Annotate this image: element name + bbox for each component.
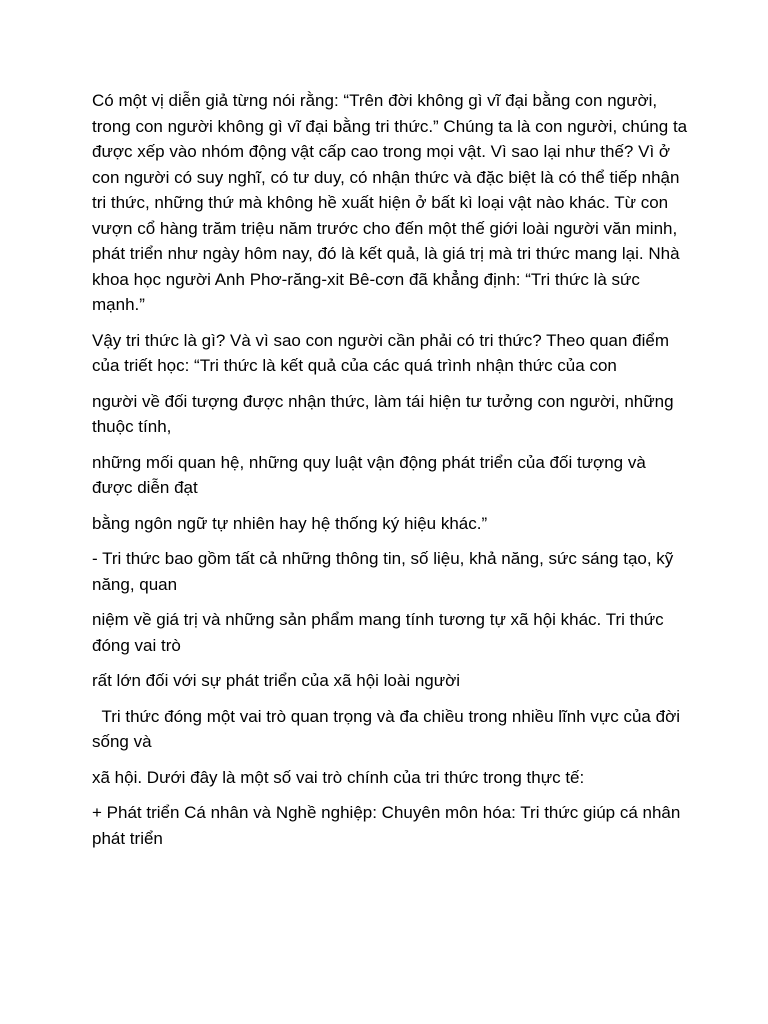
paragraph-role-2: xã hội. Dưới đây là một số vai trò chính của tri thức trong thực tế:: [92, 767, 585, 787]
paragraph-definition-3: bằng ngôn ngữ tự nhiên hay hệ thống ký hiệu khác.”: [92, 513, 488, 533]
paragraph-personal-development: + Phát triển Cá nhân và Nghề nghiệp: Chuyên môn hóa: Tri thức giúp cá nhân phát triển: [92, 803, 681, 848]
paragraph-question: Vậy tri thức là gì? Và vì sao con người cần phải có tri thức? Theo quan điểm của triết học: “Tri thức là kết quả của các quá trình nhận thức của con: [92, 330, 670, 375]
paragraph-scope-3: rất lớn đối với sự phát triển của xã hội loài người: [92, 671, 461, 690]
paragraph-scope-1: - Tri thức bao gồm tất cả những thông tin, số liệu, khả năng, sức sáng tạo, kỹ năng, quan: [92, 549, 674, 594]
paragraph-definition-2: những mối quan hệ, những quy luật vận động phát triển của đối tượng và được diễn đạt: [92, 452, 646, 497]
paragraph-role-1: Tri thức đóng một vai trò quan trọng và đa chiều trong nhiều lĩnh vực của đời sống và: [92, 706, 685, 751]
paragraph-scope-2: niệm về giá trị và những sản phẩm mang tính tương tự xã hội khác. Tri thức đóng vai trò: [92, 610, 664, 655]
paragraph-definition-1: người về đối tượng được nhận thức, làm tái hiện tư tưởng con người, những thuộc tính,: [92, 391, 674, 436]
paragraph-intro: Có một vị diễn giả từng nói rằng: “Trên đời không gì vĩ đại bằng con người, trong con người không gì vĩ đại bằng tri thức.” Chúng ta là con người, chúng ta được xếp vào nhóm động vật cấp cao trong mọi vật. Vì sao lại như thế? Vì ở con người có suy nghĩ, có tư duy, có nhận thức và đặc biệt là có thể tiếp nhận tri thức, những thứ mà không hề xuất hiện ở bất kì loại vật nào khác. Từ con vượn cổ hàng trăm triệu năm trước cho đến một thế giới loài người văn minh, phát triển như ngày hôm nay, đó là kết quả, là giá trị mà tri thức mang lại. Nhà khoa học người Anh Phơ-răng-xit Bê-cơn đã khẳng định: “Tri thức là sức mạnh.”: [92, 91, 688, 314]
